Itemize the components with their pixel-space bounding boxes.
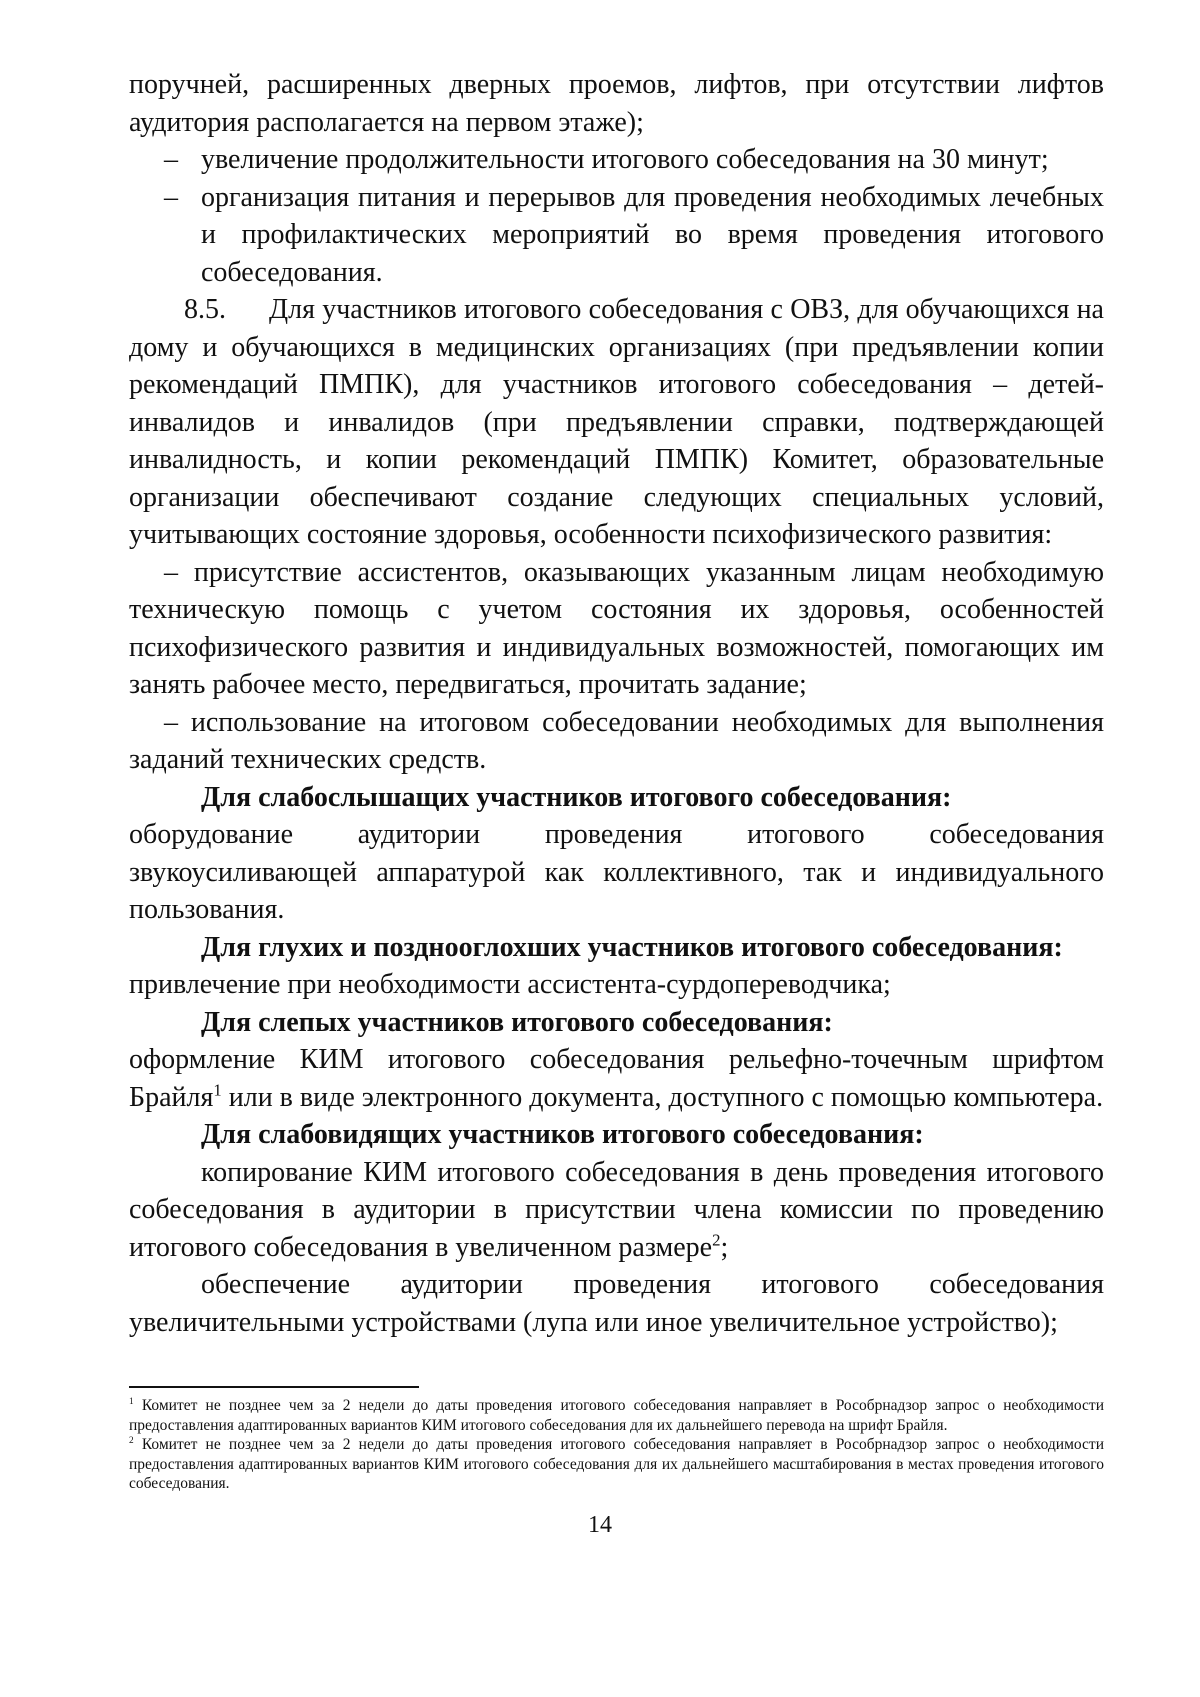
dash-bullet: –	[164, 144, 178, 175]
list-item	[129, 179, 1104, 292]
list-item-text: увеличение продолжительности итогового собеседования на 30 минут;	[201, 144, 1049, 175]
heading-deaf: Для глухих и позднооглохших участников итогового собеседования:	[201, 931, 1063, 963]
section-number: 8.5.	[184, 294, 226, 325]
document-body	[129, 66, 1104, 1341]
blind-text-after: или в виде электронного документа, доступного с помощью компьютера.	[221, 1081, 1104, 1113]
list-item-text: присутствие ассистентов, оказывающих указанным лицам необходимую техническую помощь с учетом состояния их здоровья, особенностей психофизического развития и индивидуальных возможностей, помогающих им занять рабочее место, передвигаться, прочитать задание;	[129, 556, 1105, 700]
deaf-text: привлечение при необходимости ассистента-сурдопереводчика;	[129, 969, 891, 1000]
dash-bullet: –	[164, 181, 178, 213]
section-8-5-paragraph	[129, 291, 1104, 554]
hard-of-hearing-line-2: звукоусиливающей аппаратурой как коллективного, так и индивидуального пользования.	[129, 856, 1104, 925]
footnote-1	[129, 1396, 1104, 1435]
heading-blind: Для слепых участников итогового собеседования:	[201, 1006, 833, 1038]
low-vision-p1-text: копирование КИМ итогового собеседования в день проведения итогового собеседования в аудитории в присутствии члена комиссии по проведению итогового собеседования в увеличенном размере	[129, 1156, 1104, 1263]
footnote-2	[129, 1435, 1104, 1494]
list-item-text: организация питания и перерывов для проведения необходимых лечебных и профилактических мероприятий во время проведения итогового собеседования.	[201, 181, 1104, 288]
section-text: Для участников итогового собеседования с ОВЗ, для обучающихся на дому и обучающихся в медицинских организациях (при предъявлении копии рекомендаций ПМПК), для участников итогового собеседования – детей-инвалидов и инвалидов (при предъявлении справки, подтверждающей инвалидность, и копии рекомендаций ПМПК) Комитет, образовательные организации обеспечивают создание следующих специальных условий, учитывающих состояние здоровья, особенности психофизического развития:	[129, 294, 1104, 550]
footnotes	[129, 1396, 1104, 1494]
list-item: – использование на итоговом собеседовании необходимых для выполнения заданий технических средств.	[129, 706, 1104, 775]
footnote-ref-2[interactable]: 2	[712, 1230, 721, 1250]
footnote-text: Комитет не позднее чем за 2 недели до даты проведения итогового собеседования направляет в Рособрнадзор запрос о необходимости предоставления адаптированных вариантов КИМ итогового собеседования для их дальнейшего масштабирования в местах проведения итогового собеседования.	[129, 1436, 1104, 1492]
footnote-text: Комитет не позднее чем за 2 недели до даты проведения итогового собеседования направляет в Рособрнадзор запрос о необходимости предоставления адаптированных вариантов КИМ итогового собеседования для их дальнейшего перевода на шрифт Брайля.	[129, 1397, 1104, 1434]
list-item: – присутствие ассистентов, оказывающих указанным лицам необходимую техническую помощь с учетом состояния их здоровья, особенностей психофизического развития и индивидуальных возможностей, помогающих им занять рабочее место, передвигаться, прочитать задание;	[129, 556, 1105, 700]
footnote-mark: 2	[129, 1435, 134, 1446]
footnote-divider	[129, 1386, 419, 1388]
list-item-text: использование на итоговом собеседовании необходимых для выполнения заданий технических средств.	[129, 706, 1104, 775]
hard-of-hearing-line-1: оборудование аудитории проведения итогового собеседования	[129, 819, 1104, 850]
footnote-ref-1[interactable]: 1	[213, 1080, 222, 1100]
low-vision-p1-end: ;	[720, 1231, 729, 1263]
heading-low-vision: Для слабовидящих участников итогового собеседования:	[201, 1119, 924, 1150]
continuation-paragraph: поручней, расширенных дверных проемов, лифтов, при отсутствии лифтов аудитория располагается на первом этаже);	[129, 69, 1104, 138]
page-number: 14	[588, 1512, 612, 1538]
blind-text	[129, 1041, 1104, 1116]
low-vision-paragraph-1	[129, 1154, 1104, 1267]
list-item	[129, 141, 1104, 179]
low-vision-p2-line-2: увеличительными устройствами (лупа или иное увеличительное устройство);	[129, 1306, 1058, 1338]
blind-text-before: оформление КИМ итогового собеседования рельефно-точечным шрифтом Брайля	[129, 1044, 1104, 1113]
footnote-mark: 1	[129, 1396, 134, 1407]
low-vision-p2-line-1: обеспечение аудитории проведения итогового собеседования	[201, 1269, 1104, 1300]
heading-hard-of-hearing: Для слабослышащих участников итогового собеседования:	[201, 781, 952, 813]
